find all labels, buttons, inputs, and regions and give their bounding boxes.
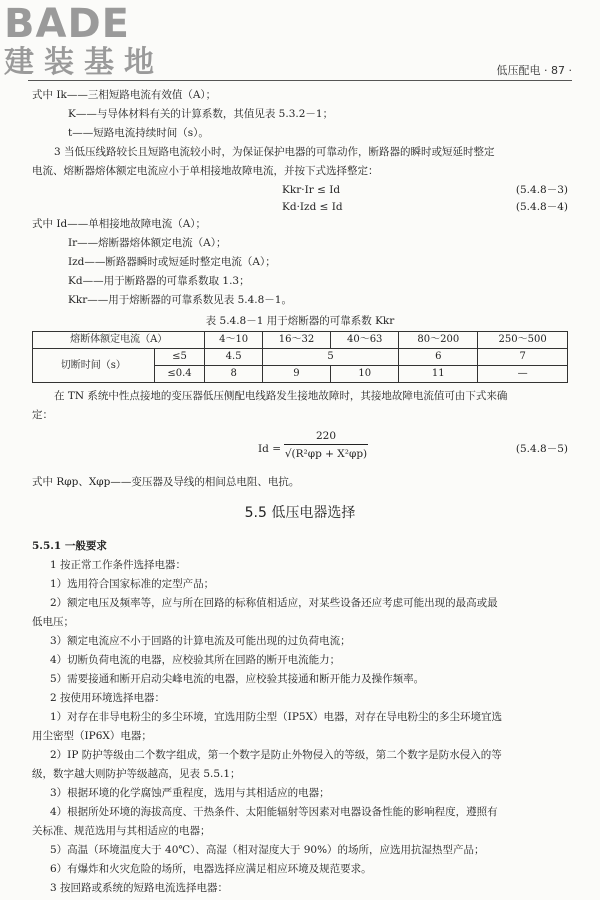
table-cell: 6 [399,349,478,366]
table-row-label: 切断时间（s） [33,349,155,383]
formula-number: (5.4.8－3) [515,184,568,196]
header-rule [28,80,572,81]
formula-number: (5.4.8－4) [515,201,568,213]
definition-line: 式中 Rφp、Xφp——变压器及导线的相间总电阻、电抗。 [32,476,300,488]
text-line: t——短路电流持续时间（s）。 [68,127,209,139]
definition-line: Ir——熔断器熔体额定电流（A）； [68,237,227,249]
list-item: 3 按回路或系统的短路电流选择电器： [50,882,229,894]
list-item: 3）额定电流应不小于回路的计算电流及可能出现的过负荷电流； [50,635,351,647]
paragraph-line: 3 当低压线路较长且短路电流较小时，为保证保护电器的可靠动作，断路器的瞬时或短延时整定 [54,146,495,158]
table-cell: 5 [262,349,398,366]
list-item: 4）切断负荷电流的电器，应校验其所在回路的断开电流能力； [50,654,341,666]
page-body [32,86,568,898]
formula-5-4-8-3 [32,181,568,198]
subsection-heading: 5.5.1 一般要求 [32,540,107,552]
formula-expression: Kkr·Ir ≤ Id [282,184,341,196]
table-header-cell: 熔断体额定电流（A） [33,332,205,349]
reliability-coefficient-table [32,331,568,383]
table-header-cell: 80～200 [399,332,478,349]
paragraph-line: 在 TN 系统中性点接地的变压器低压侧配电线路发生接地故障时，其接地故障电流值可由下式来确 [54,390,508,402]
formula-number: (5.4.8－5) [515,443,568,455]
formula-fraction [284,429,368,463]
formula-denominator: √(R²φp + X²φp) [284,448,368,460]
table-cell: — [478,366,568,383]
logo-text: BADE [4,1,130,47]
table-cell: ≤5 [154,349,205,366]
table-cell: 4.5 [205,349,262,366]
formula-expression: Kd·Izd ≤ Id [282,201,343,213]
definition-line: 式中 Id——单相接地故障电流（A）； [32,218,207,230]
table-header-cell: 16～32 [262,332,330,349]
running-head: 低压配电 · 87 · [496,64,572,77]
definition-line: Kkr——用于熔断器的可靠系数见表 5.4.8－1。 [68,294,292,306]
formula-numerator: 220 [284,429,368,445]
list-item: 关标准、规范选用与其相适应的电器； [32,825,211,837]
definition-line: Izd——断路器瞬时或短延时整定电流（A）； [68,256,276,268]
logo-subtext: 建装基地 [4,45,164,80]
list-item: 2）额定电压及频率等，应与所在回路的标称值相适应，对某些设备还应考虑可能出现的最高或最 [50,597,498,609]
table-cell: 9 [262,366,330,383]
list-item: 1）选用符合国家标准的定型产品； [50,578,215,590]
table-header-cell: 250～500 [478,332,568,349]
list-item: 5）高温（环境温度大于 40℃）、高湿（相对湿度大于 90%）的场所，应选用抗湿热型产品； [50,844,485,856]
list-item: 1）对存在非导电粉尘的多尘环境，宜选用防尘型（IP5X）电器，对存在导电粉尘的多尘环境宜选 [50,711,503,723]
table-cell: ≤0.4 [154,366,205,383]
text-line: 式中 Ik——三相短路电流有效值（A）； [32,89,217,101]
table-header-cell: 4～10 [205,332,262,349]
definition-line: Kd——用于断路器的可靠系数取 1.3； [68,275,250,287]
table-cell: 10 [331,366,399,383]
formula-5-4-8-5 [32,429,568,469]
paragraph-line: 定： [32,409,53,421]
list-item: 低电压； [32,616,74,628]
table-cell: 8 [205,366,262,383]
list-item: 2）IP 防护等级由二个数字组成，第一个数字是防止外物侵入的等级，第二个数字是防水侵入的等 [50,749,502,761]
table-header-row [33,332,568,349]
list-item: 6）有爆炸和火灾危险的场所，电器选择应满足相应环境及规范要求。 [50,863,372,875]
list-item: 3）根据环境的化学腐蚀严重程度，选用与其相适应的电器； [50,787,330,799]
table-header-cell: 40～63 [331,332,399,349]
list-item: 用尘密型（IP6X）电器； [32,730,152,742]
table-title: 表 5.4.8－1 用于熔断器的可靠系数 Kkr [205,315,395,327]
table-cell: 7 [478,349,568,366]
table-cell: 11 [399,366,478,383]
table-row [33,349,568,366]
section-title: 5.5 低压电器选择 [244,505,356,521]
formula-lhs: Id = [258,443,282,455]
list-item: 级，数字越大则防护等级越高，见表 5.5.1； [32,768,241,780]
formula-5-4-8-4 [32,198,568,215]
logo [4,2,164,80]
list-item: 4）根据所处环境的海拔高度、干热条件、太阳能辐射等因素对电器设备性能的影响程度，遵照有 [50,806,498,818]
text-line: K——与导体材料有关的计算系数，其值见表 5.3.2－1； [68,108,334,120]
list-item: 5）需要接通和断开启动尖峰电流的电器，应校验其接通和断开能力及操作频率。 [50,673,425,685]
list-item: 1 按正常工作条件选择电器： [50,559,187,571]
paragraph-line: 电流、熔断器熔体额定电流应小于单相接地故障电流，并按下式选择整定： [32,165,379,177]
list-item: 2 按使用环境选择电器： [50,692,166,704]
